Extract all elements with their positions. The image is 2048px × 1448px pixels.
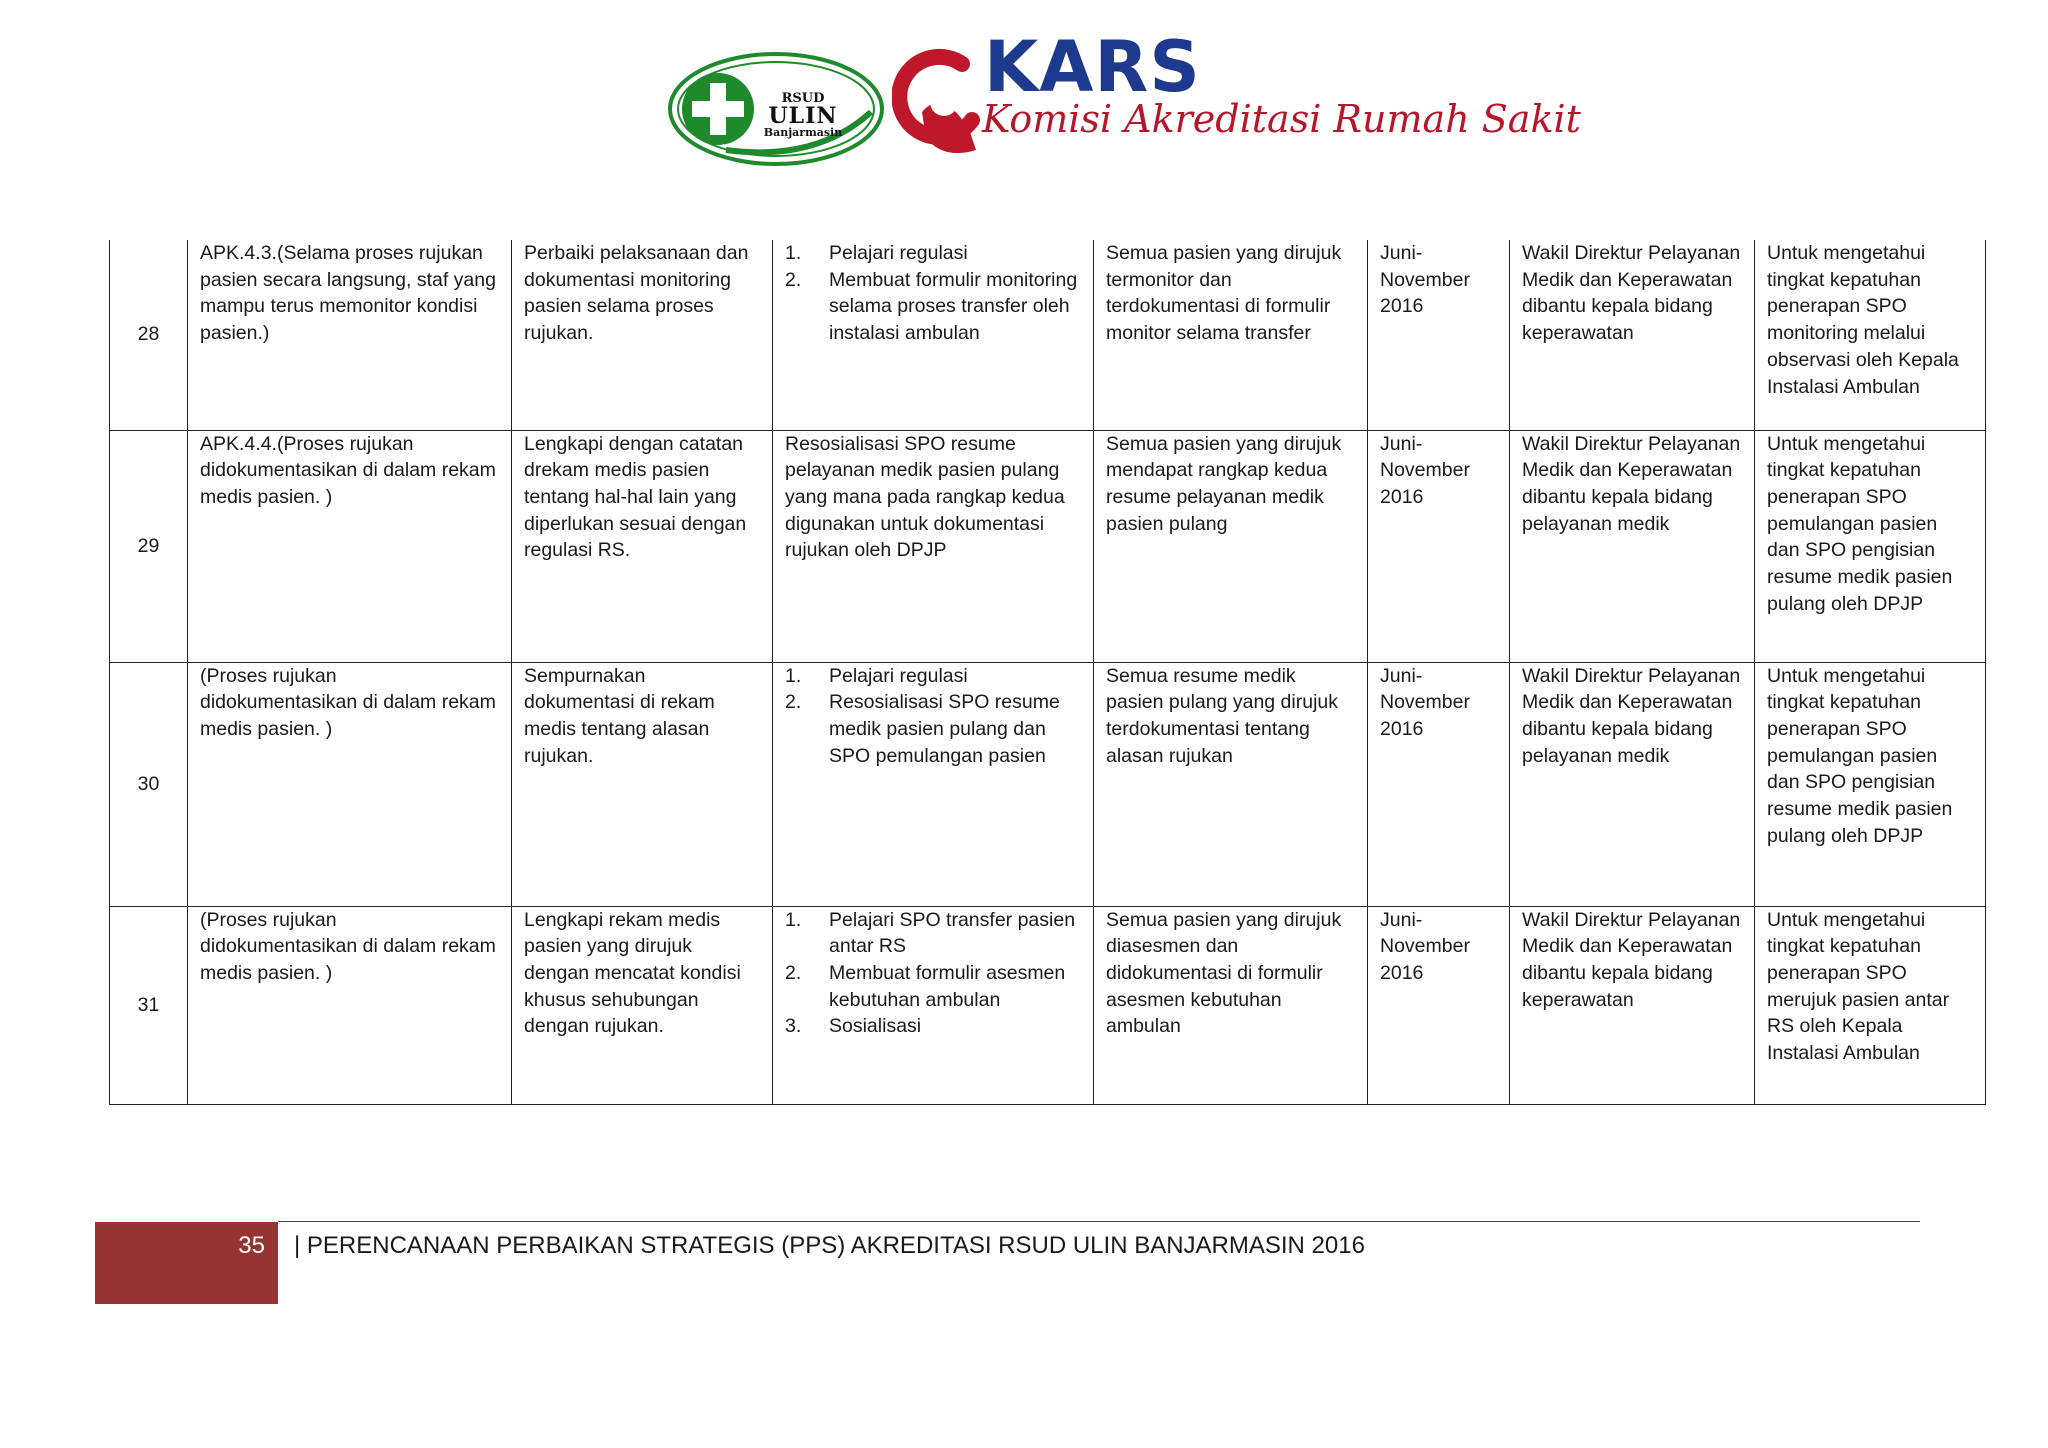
kars-emblem-icon (892, 42, 992, 160)
rsud-logo-line3: Banjarmasin (763, 126, 843, 139)
row-number: 29 (110, 430, 188, 662)
action-item-text: Pelajari SPO transfer pasien antar RS (829, 908, 1076, 958)
action-item: 1. Pelajari regulasi (785, 242, 968, 264)
time-text: Juni-November 2016 (1380, 432, 1470, 508)
note-text: Untuk mengetahui tingkat kepatuhan penerapan SPO monitoring melalui observasi oleh Kepala Instalasi Ambulan (1767, 242, 1959, 398)
note-cell (1755, 240, 1986, 430)
indicator-text: Semua pasien yang dirujuk mendapat rangkap kedua resume pelayanan medik pasien pulang (1106, 432, 1342, 535)
recommendation-cell (512, 906, 773, 1104)
action-text: Resosialisasi SPO resume pelayanan medik pasien pulang yang mana pada rangkap kedua digunakan untuk dokumentasi rujukan oleh DPJP (785, 432, 1065, 562)
pic-cell (1510, 906, 1755, 1104)
standard-cell (188, 430, 512, 662)
page-number: 35 (238, 1232, 265, 1259)
standard-text: APK.4.4.(Proses rujukan didokumentasikan di dalam rekam medis pasien. ) (200, 432, 496, 508)
action-item: 1. Pelajari regulasi (785, 664, 968, 687)
recommendation-text: Lengkapi rekam medis pasien yang dirujuk dengan mencatat kondisi khusus sehubungan dengan rujukan. (524, 908, 741, 1038)
time-cell (1368, 240, 1510, 430)
pic-cell (1510, 240, 1755, 430)
action-item-text: Pelajari regulasi (829, 242, 968, 264)
row-number: 31 (110, 906, 188, 1104)
recommendation-cell (512, 662, 773, 906)
note-cell (1755, 662, 1986, 906)
table-row (110, 906, 1986, 1104)
note-text: Untuk mengetahui tingkat kepatuhan penerapan SPO pemulangan pasien dan SPO pengisian resume medik pasien pulang oleh DPJP (1767, 664, 1953, 847)
time-text: Juni-November 2016 (1380, 664, 1470, 740)
rsud-logo-line1: RSUD (781, 91, 825, 106)
action-cell (773, 906, 1094, 1104)
action-item: 1. Pelajari SPO transfer pasien antar RS (785, 908, 1076, 958)
action-cell (773, 430, 1094, 662)
kars-logo-title: KARS (984, 26, 1201, 108)
row-number: 30 (110, 662, 188, 906)
table-row (110, 430, 1986, 662)
time-text: Juni-November 2016 (1380, 908, 1470, 984)
time-cell (1368, 662, 1510, 906)
time-text: Juni-November 2016 (1380, 242, 1470, 318)
note-cell (1755, 906, 1986, 1104)
action-item-text: Resosialisasi SPO resume medik pasien pulang dan SPO pemulangan pasien (829, 691, 1060, 767)
recommendation-text: Sempurnakan dokumentasi di rekam medis tentang alasan rujukan. (524, 664, 715, 767)
indicator-cell (1094, 240, 1368, 430)
action-item: 2. Resosialisasi SPO resume medik pasien pulang dan SPO pemulangan pasien (785, 691, 1060, 767)
action-item-text: Pelajari regulasi (829, 664, 968, 687)
indicator-text: Semua pasien yang dirujuk diasesmen dan didokumentasi di formulir asesmen kebutuhan ambulan (1106, 908, 1342, 1038)
recommendation-text: Perbaiki pelaksanaan dan dokumentasi monitoring pasien selama proses rujukan. (524, 242, 749, 345)
header-logos (0, 0, 2048, 200)
pic-text: Wakil Direktur Pelayanan Medik dan Keperawatan dibantu kepala bidang pelayanan medik (1522, 432, 1741, 535)
action-item-text: Sosialisasi (829, 1015, 922, 1038)
action-item-text: Membuat formulir monitoring selama proses transfer oleh instalasi ambulan (829, 268, 1078, 345)
note-text: Untuk mengetahui tingkat kepatuhan penerapan SPO merujuk pasien antar RS oleh Kepala Instalasi Ambulan (1767, 908, 1950, 1065)
pps-table (109, 240, 1986, 1105)
standard-text: APK.4.3.(Selama proses rujukan pasien secara langsung, staf yang mampu terus memonitor kondisi pasien.) (200, 242, 496, 345)
action-item-text: Membuat formulir asesmen kebutuhan ambulan (829, 961, 1066, 1011)
action-list (785, 240, 1081, 347)
action-list (785, 663, 1081, 770)
action-list (785, 907, 1081, 1041)
recommendation-cell (512, 430, 773, 662)
recommendation-text: Lengkapi dengan catatan drekam medis pasien tentang hal-hal lain yang diperlukan sesuai dengan regulasi RS. (524, 432, 747, 562)
rsud-logo-line2: ULIN (768, 103, 838, 129)
table-row (110, 240, 1986, 430)
indicator-cell (1094, 662, 1368, 906)
indicator-text: Semua pasien yang dirujuk termonitor dan terdokumentasi di formulir monitor selama transfer (1106, 242, 1342, 345)
footer-title: | PERENCANAAN PERBAIKAN STRATEGIS (PPS) AKREDITASI RSUD ULIN BANJARMASIN 2016 (294, 1232, 1365, 1259)
standard-text: (Proses rujukan didokumentasikan di dalam rekam medis pasien. ) (200, 908, 496, 984)
note-text: Untuk mengetahui tingkat kepatuhan penerapan SPO pemulangan pasien dan SPO pengisian resume medik pasien pulang oleh DPJP (1767, 432, 1953, 615)
kars-logo-subtitle: Komisi Akreditasi Rumah Sakit (982, 97, 1581, 141)
pic-text: Wakil Direktur Pelayanan Medik dan Keperawatan dibantu kepala bidang pelayanan medik (1522, 664, 1741, 767)
indicator-text: Semua resume medik pasien pulang yang dirujuk terdokumentasi tentang alasan rujukan (1106, 664, 1339, 767)
standard-cell (188, 906, 512, 1104)
pic-cell (1510, 662, 1755, 906)
action-cell (773, 662, 1094, 906)
indicator-cell (1094, 906, 1368, 1104)
standard-text: (Proses rujukan didokumentasikan di dalam rekam medis pasien. ) (200, 664, 496, 740)
table-row (110, 662, 1986, 906)
pic-cell (1510, 430, 1755, 662)
recommendation-cell (512, 240, 773, 430)
action-item: 2. Membuat formulir monitoring selama proses transfer oleh instalasi ambulan (785, 268, 1078, 345)
action-cell (773, 240, 1094, 430)
standard-cell (188, 240, 512, 430)
action-item: 2. Membuat formulir asesmen kebutuhan ambulan (785, 961, 1066, 1011)
pic-text: Wakil Direktur Pelayanan Medik dan Keperawatan dibantu kepala bidang keperawatan (1522, 908, 1741, 1011)
note-cell (1755, 430, 1986, 662)
row-number: 28 (110, 240, 188, 430)
indicator-cell (1094, 430, 1368, 662)
action-item: 3. Sosialisasi (785, 1015, 922, 1038)
footer-divider (278, 1221, 1920, 1222)
time-cell (1368, 906, 1510, 1104)
standard-cell (188, 662, 512, 906)
pic-text: Wakil Direktur Pelayanan Medik dan Keperawatan dibantu kepala bidang keperawatan (1522, 242, 1741, 345)
time-cell (1368, 430, 1510, 662)
rsud-logo-text (744, 92, 862, 138)
